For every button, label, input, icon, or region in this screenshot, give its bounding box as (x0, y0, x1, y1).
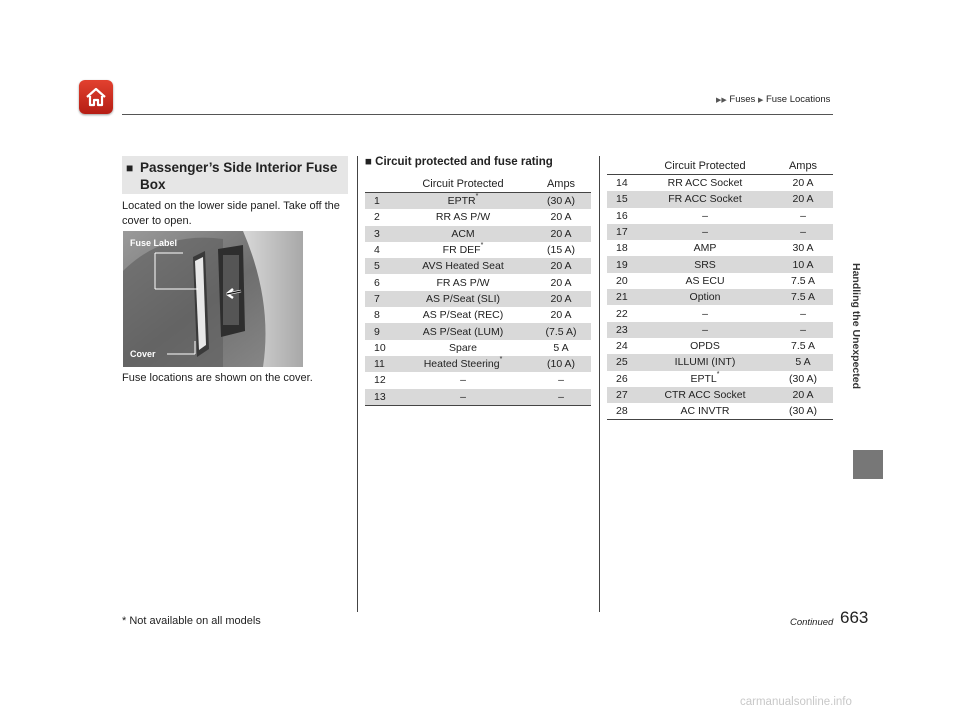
fuse-number: 19 (607, 256, 637, 272)
breadcrumb-item-fuse-locations[interactable]: Fuse Locations (765, 94, 831, 105)
table-row (365, 258, 591, 274)
home-icon (84, 85, 108, 109)
fuse-circuit: RR ACC Socket (667, 177, 743, 190)
fuse-circuit: – (637, 322, 773, 338)
fuse-circuit: AS P/Seat (SLI) (395, 291, 531, 307)
breadcrumb-item-fuses[interactable]: Fuses (729, 94, 756, 105)
table-row (607, 273, 833, 289)
table-heading (365, 156, 553, 168)
not-all-models-asterisk: * (716, 370, 720, 378)
fuse-amps: (10 A) (531, 356, 591, 372)
not-all-models-asterisk: * (480, 242, 484, 250)
home-button[interactable] (79, 80, 113, 114)
fuse-number: 26 (616, 372, 628, 385)
chapter-side-tab-label: Handling the Unexpected (850, 262, 862, 389)
table-row (365, 291, 591, 307)
fuse-circuit: AVS Heated Seat (395, 258, 531, 274)
fuse-amps: 30 A (792, 242, 814, 255)
header-number (365, 176, 395, 193)
table-row (607, 403, 833, 420)
fuse-amps: – (773, 322, 833, 338)
fuse-number: 23 (607, 322, 637, 338)
fuse-circuit: ILLUMI (INT) (637, 354, 773, 370)
fuse-circuit: Heated Steering* (395, 356, 531, 372)
fuse-number: 21 (607, 289, 637, 305)
fuse-circuit: Option (637, 289, 773, 305)
header-amps: Amps (531, 176, 591, 193)
fuse-number: 24 (616, 340, 628, 353)
chapter-side-tab[interactable] (846, 210, 866, 450)
watermark: carmanualsonline.info (740, 696, 852, 708)
fuse-number: 5 (365, 258, 395, 274)
fuse-amps: 20 A (550, 211, 572, 224)
cover-callout: Cover (130, 349, 156, 359)
fuse-number: 3 (365, 226, 395, 242)
table-row (607, 371, 833, 387)
fuse-amps: 7.5 A (773, 289, 833, 305)
table-row (607, 256, 833, 272)
table-row (607, 322, 833, 338)
fuse-amps: 20 A (550, 309, 572, 322)
fuse-label-callout: Fuse Label (130, 238, 178, 248)
fuse-circuit: FR AS P/W (436, 276, 490, 289)
fuse-amps: 20 A (773, 191, 833, 207)
chapter-marker-block[interactable] (853, 450, 883, 479)
fuse-circuit: – (702, 209, 708, 222)
fuse-amps: 20 A (792, 177, 814, 190)
column-divider-left (357, 156, 358, 612)
fuse-number: 6 (374, 276, 380, 289)
table-row (365, 209, 591, 225)
fuse-number: 20 (616, 274, 628, 287)
header-divider (122, 114, 833, 115)
fuse-amps: (30 A) (788, 372, 817, 385)
fuse-number: 9 (365, 323, 395, 339)
table-row (365, 340, 591, 356)
table-row (607, 191, 833, 207)
table-row (365, 193, 591, 210)
table-row (607, 175, 833, 192)
fuse-circuit: AS P/Seat (LUM) (395, 323, 531, 339)
fuse-circuit: AS P/Seat (REC) (422, 309, 504, 322)
table-row (607, 224, 833, 240)
fuse-circuit: EPTL* (690, 370, 720, 385)
table-row (607, 387, 833, 403)
fuse-amps: 5 A (773, 354, 833, 370)
table-row (365, 226, 591, 242)
fuse-number: 8 (374, 309, 380, 322)
table-row (607, 240, 833, 256)
fuse-box-illustration (123, 231, 303, 367)
fuse-amps: – (558, 374, 564, 387)
table-row (365, 389, 591, 406)
page-number: 663 (840, 608, 869, 627)
square-icon: ■ (365, 156, 376, 168)
table-row (607, 305, 833, 321)
fuse-circuit: RR AS P/W (435, 211, 491, 224)
fuse-number: 16 (616, 209, 628, 222)
footnote: * Not available on all models (122, 615, 261, 627)
header-number (607, 158, 637, 175)
triangle-right-icon: ▶ (757, 97, 764, 104)
fuse-number: 28 (607, 403, 637, 420)
fuse-number: 13 (365, 389, 395, 406)
fuse-circuit: AS ECU (685, 274, 725, 287)
fuse-amps: (15 A) (546, 244, 575, 257)
fuse-amps: – (800, 307, 806, 320)
fuse-number: 1 (365, 193, 395, 210)
header-amps: Amps (773, 158, 833, 175)
fuse-amps: (7.5 A) (531, 323, 591, 339)
table-row (365, 242, 591, 258)
fuse-amps: – (773, 224, 833, 240)
fuse-amps: 10 A (773, 256, 833, 272)
fuse-amps: – (800, 209, 806, 222)
fuse-circuit: ACM (395, 226, 531, 242)
table-row (607, 289, 833, 305)
fuse-amps: (30 A) (773, 403, 833, 420)
continued-link[interactable]: Continued (790, 617, 834, 628)
fuse-number: 2 (374, 211, 380, 224)
section-heading (122, 156, 348, 194)
fuse-amps: – (531, 389, 591, 406)
table-row (607, 338, 833, 354)
fuse-circuit: FR DEF* (442, 242, 484, 257)
fuse-circuit: AMP (693, 242, 717, 255)
caption-text: Fuse locations are shown on the cover. (122, 372, 313, 384)
fuse-amps: 20 A (531, 258, 591, 274)
fuse-amps: (30 A) (531, 193, 591, 210)
table-row (365, 307, 591, 323)
fuse-circuit: CTR ACC Socket (637, 387, 773, 403)
column-divider-right (599, 156, 600, 612)
header-circuit-protected: Circuit Protected (637, 158, 773, 175)
not-all-models-asterisk: * (475, 193, 479, 201)
fuse-number: 11 (365, 356, 395, 372)
fuse-number: 15 (607, 191, 637, 207)
fuse-number: 22 (616, 307, 628, 320)
fuse-circuit: – (460, 374, 466, 387)
fuse-box-photo (123, 231, 303, 367)
fuse-number: 4 (374, 244, 380, 257)
table-row (607, 208, 833, 224)
table-row (365, 356, 591, 372)
fuse-amps: 20 A (531, 226, 591, 242)
fuse-number: 10 (374, 341, 386, 354)
fuse-circuit: – (395, 389, 531, 406)
fuse-number: 25 (607, 354, 637, 370)
fuse-amps: 7.5 A (791, 274, 815, 287)
table-row (365, 323, 591, 339)
fuse-circuit: AC INVTR (637, 403, 773, 420)
fuse-amps: 7.5 A (791, 340, 815, 353)
fuse-table-1 (365, 176, 591, 406)
fuse-number: 17 (607, 224, 637, 240)
table-row (365, 372, 591, 388)
fuse-circuit: Spare (448, 341, 478, 354)
fuse-number: 18 (616, 242, 628, 255)
section-title: Passenger’s Side Interior Fuse Box (140, 160, 338, 192)
fuse-number: 7 (365, 291, 395, 307)
square-icon: ■ (126, 161, 134, 175)
header-circuit-protected: Circuit Protected (395, 176, 531, 193)
fuse-table-2 (607, 158, 833, 420)
not-all-models-asterisk: * (499, 356, 503, 364)
fuse-amps: 20 A (773, 387, 833, 403)
instruction-text: Located on the lower side panel. Take off the cover to open. (122, 200, 340, 227)
table-row (365, 274, 591, 290)
fuse-circuit: SRS (637, 256, 773, 272)
triangle-right-icon: ▶▶ (716, 97, 727, 104)
fuse-circuit: FR ACC Socket (637, 191, 773, 207)
table-row (607, 354, 833, 370)
fuse-number: 27 (607, 387, 637, 403)
table-heading-text: Circuit protected and fuse rating (375, 156, 553, 168)
fuse-circuit: – (637, 224, 773, 240)
fuse-number: 12 (374, 374, 386, 387)
fuse-circuit: OPDS (690, 340, 720, 353)
fuse-circuit: – (702, 307, 708, 320)
fuse-amps: 20 A (531, 291, 591, 307)
fuse-amps: 5 A (553, 341, 569, 354)
fuse-circuit: EPTR* (395, 193, 531, 210)
fuse-number: 14 (616, 177, 628, 190)
fuse-amps: 20 A (550, 276, 572, 289)
breadcrumb (716, 94, 830, 105)
